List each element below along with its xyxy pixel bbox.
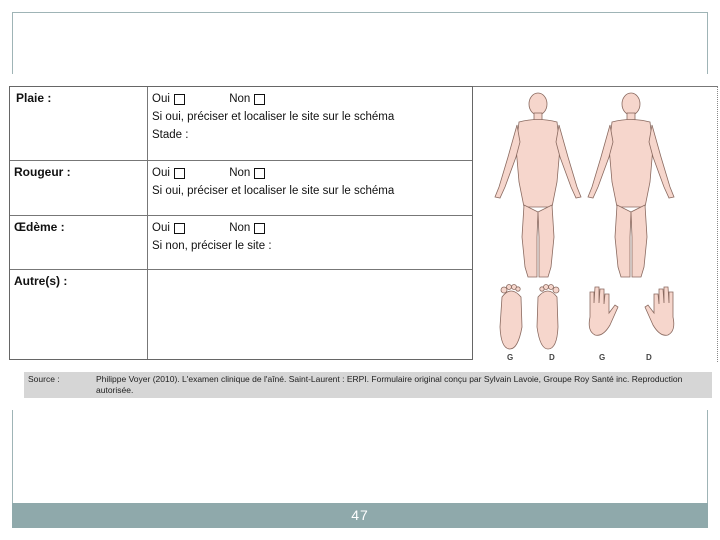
slide-frame-top: [12, 12, 708, 13]
sole-left-label: G: [507, 353, 514, 362]
form-row-rougeur: [10, 161, 472, 216]
oui-checkbox[interactable]: [174, 223, 185, 234]
page-number: 47: [351, 507, 369, 523]
non-checkbox[interactable]: [254, 223, 265, 234]
row-label: Rougeur :: [14, 165, 71, 179]
oui-label: Oui: [152, 167, 170, 179]
hand-left-label: G: [599, 353, 606, 362]
slide-frame-right-lower: [707, 410, 708, 505]
left-foot-sole[interactable]: [500, 285, 522, 350]
oui-option[interactable]: [152, 90, 226, 108]
footer-bar: [12, 503, 708, 528]
oui-label: Oui: [152, 93, 170, 105]
oui-label: Oui: [152, 222, 170, 234]
oui-option[interactable]: [152, 164, 226, 182]
hand-right-label: D: [646, 353, 652, 362]
non-checkbox[interactable]: [254, 168, 265, 179]
non-option[interactable]: [229, 90, 265, 108]
form-row-plaie: [10, 87, 472, 161]
row-content: [147, 161, 472, 215]
row-label: Plaie :: [16, 91, 52, 105]
row-instruction: Si oui, préciser et localiser le site sur le schéma: [152, 185, 395, 197]
non-label: Non: [229, 167, 251, 179]
row-label: Œdème :: [14, 220, 65, 234]
autres-field[interactable]: [147, 270, 472, 359]
non-label: Non: [229, 222, 251, 234]
sole-right-label: D: [549, 353, 555, 362]
non-option[interactable]: [229, 219, 265, 237]
source-key: Source :: [28, 374, 60, 384]
row-instruction: Si oui, préciser et localiser le site sur le schéma: [152, 111, 395, 123]
row-instruction[interactable]: Si non, préciser le site :: [152, 240, 272, 252]
front-body-figure[interactable]: [495, 93, 581, 277]
source-citation: [24, 372, 712, 398]
body-chart-svg[interactable]: [473, 87, 718, 363]
right-hand[interactable]: [645, 287, 674, 335]
form-row-autres: [10, 270, 472, 359]
slide-frame-right-upper: [707, 12, 708, 74]
row-content: [147, 87, 472, 160]
non-label: Non: [229, 93, 251, 105]
oui-checkbox[interactable]: [174, 168, 185, 179]
source-text: Philippe Voyer (2010). L'examen clinique de l'aîné. Saint-Laurent : ERPI. Formulaire original conçu par Sylvain Lavoie, Groupe Roy Santé inc. Reproduction autorisée.: [96, 374, 683, 395]
non-option[interactable]: [229, 164, 265, 182]
non-checkbox[interactable]: [254, 94, 265, 105]
row-content: [147, 216, 472, 269]
stade-field[interactable]: Stade :: [152, 129, 189, 141]
oui-checkbox[interactable]: [174, 94, 185, 105]
right-foot-sole[interactable]: [537, 285, 559, 350]
back-body-figure[interactable]: [588, 93, 674, 277]
form-row-oedeme: [10, 216, 472, 270]
left-hand[interactable]: [589, 287, 618, 335]
body-diagram: [473, 86, 718, 362]
oui-option[interactable]: [152, 219, 226, 237]
slide-frame-left-upper: [12, 12, 13, 74]
slide-frame-left-lower: [12, 410, 13, 505]
row-label: Autre(s) :: [14, 274, 68, 288]
skin-assessment-form: [9, 86, 473, 360]
